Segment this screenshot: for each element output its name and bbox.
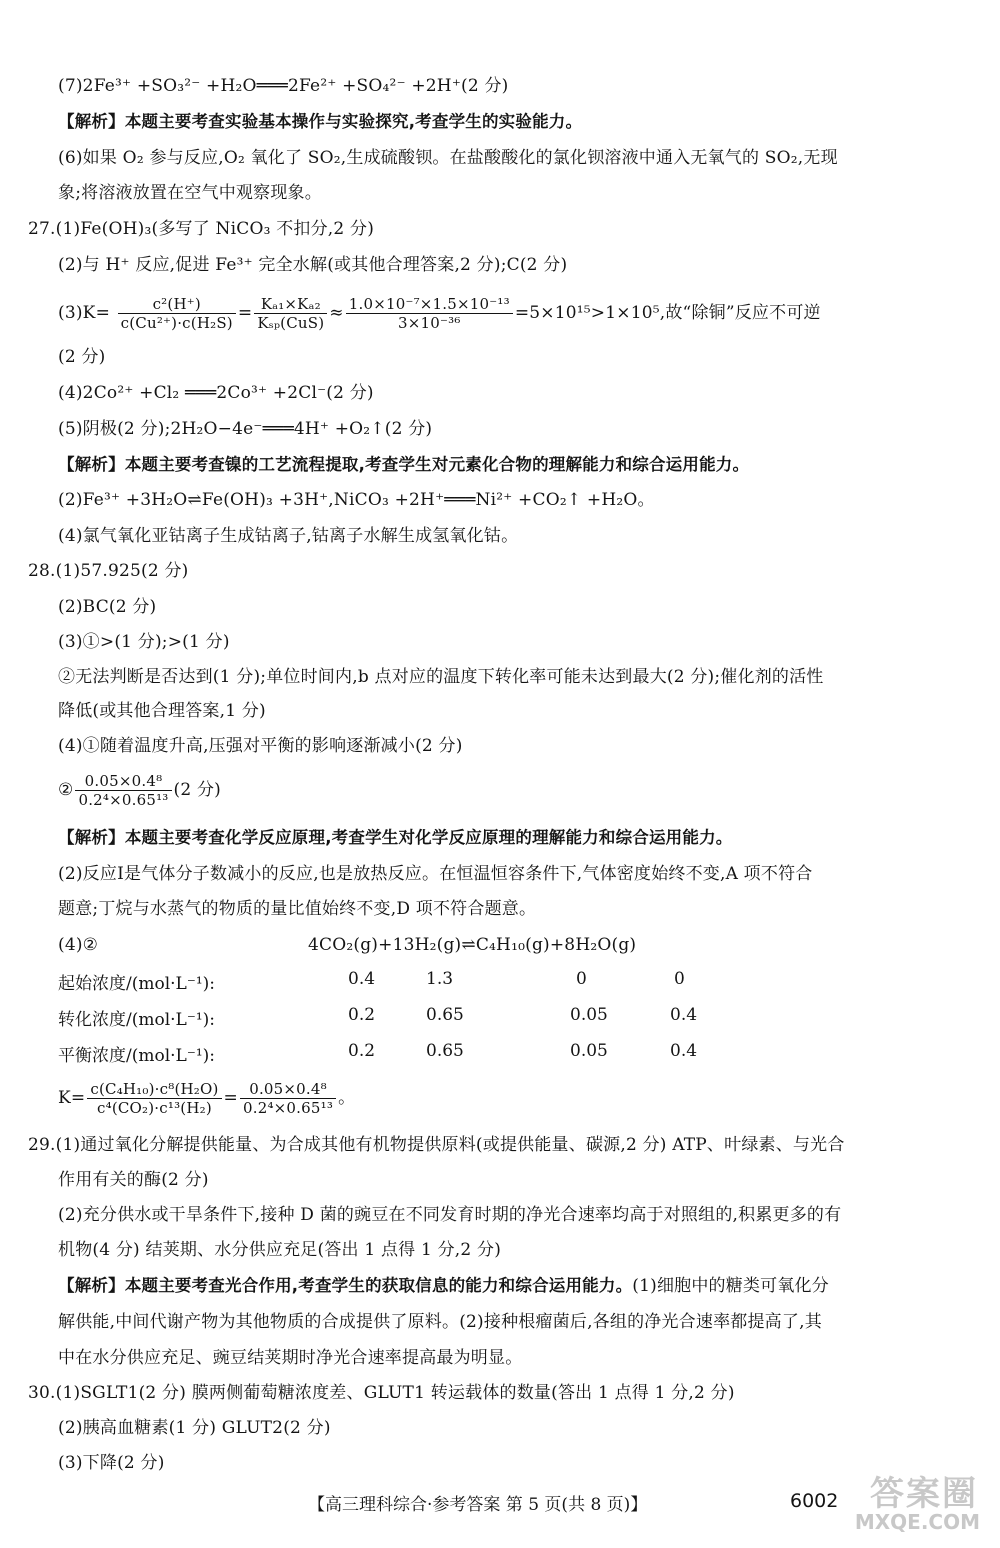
analysis-text: 本题主要考查光合作用,考查学生的获取信息的能力和综合运用能力。 [124, 1276, 633, 1295]
question-28-heading: 28.(1)57.925(2 分) [28, 561, 189, 581]
answer-line: 解供能,中间代谢产物为其他物质的合成提供了原料。(2)接种根瘤菌后,各组的净光合速率都提高了,其 [58, 1312, 822, 1332]
formula-line-K: K= $\frac{\text{c(C₄H₁₀)·c⁸(H₂O)}}{\text{c⁴(CO₂)·c¹³(H₂)}}$ = $\frac{\text{0.05×0.4⁸}}{\text{0.2⁴×0.65¹³}}$ 。 [58, 1080, 356, 1117]
reaction-equation: 4CO₂(g)+13H₂(g)⇌C₄H₁₀(g)+8H₂O(g) [308, 935, 637, 955]
question-27-heading: 27.(1)Fe(OH)₃(多写了 NiCO₃ 不扣分,2 分) [28, 219, 375, 239]
answer-line: (4)①随着温度升高,压强对平衡的影响逐渐减小(2 分) [58, 736, 463, 756]
fraction: $\frac{\text{c²(H⁺)}}{\text{c(Cu²⁺)·c(H₂S)}}$ [118, 295, 236, 332]
answer-line: (2)Fe³⁺ +3H₂O⇌Fe(OH)₃ +3H⁺,NiCO₃ +2H⁺═══Ni²⁺ +CO₂↑ +H₂O。 [58, 490, 655, 510]
fraction: $\frac{\text{1.0×10⁻⁷×1.5×10⁻¹³}}{\text{3×10⁻³⁶}}$ [346, 295, 513, 332]
answer-line: ②无法判断是否达到(1 分);单位时间内,b 点对应的温度下转化率可能未达到最大(2 分);催化剂的活性 [58, 667, 824, 687]
analysis-line: 【解析】本题主要考查光合作用,考查学生的获取信息的能力和综合运用能力。(1)细胞中的糖类可氧化分 [58, 1276, 829, 1296]
footer-code: 6002 [790, 1490, 839, 1512]
answer-line: (4)氯气氧化亚钴离子生成钴离子,钴离子水解生成氢氧化钴。 [58, 526, 519, 546]
watermark-logo [846, 1462, 986, 1542]
answer-line: 象;将溶液放置在空气中观察现象。 [58, 183, 322, 203]
answer-line: (2 分) [58, 347, 106, 367]
formula-suffix: =5×10¹⁵>1×10⁵,故“除铜”反应不可逆 [514, 303, 821, 323]
analysis-tag: 【解析】 [58, 828, 125, 847]
answer-line: 题意;丁烷与水蒸气的物质的量比值始终不变,D 项不符合题意。 [58, 899, 537, 919]
answer-line: 作用有关的酶(2 分) [58, 1170, 209, 1190]
answer-line: (2)充分供水或干旱条件下,接种 D 菌的豌豆在不同发育时期的净光合速率均高于对照组的,积累更多的有 [58, 1205, 842, 1225]
fraction: $\frac{\text{c(C₄H₁₀)·c⁸(H₂O)}}{\text{c⁴(CO₂)·c¹³(H₂)}}$ [87, 1080, 221, 1117]
answer-line: (2)与 H⁺ 反应,促进 Fe³⁺ 完全水解(或其他合理答案,2 分);C(2 分) [58, 255, 568, 275]
answer-line: 中在水分供应充足、豌豆结荚期时净光合速率提高最为明显。 [58, 1348, 523, 1368]
analysis-tag: 【解析】 [58, 112, 125, 131]
footer-page-info: 【高三理科综合·参考答案 第 5 页(共 8 页)】 [308, 1495, 648, 1515]
answer-line: (2)反应Ⅰ是气体分子数减小的反应,也是放热反应。在恒温恒容条件下,气体密度始终不变,A 项不符合 [58, 864, 813, 884]
watermark-text: 答案圈 [870, 1474, 978, 1514]
analysis-line [58, 453, 980, 477]
answer-line: (2)BC(2 分) [58, 597, 157, 617]
answer-line: (6)如果 O₂ 参与反应,O₂ 氧化了 SO₂,生成硫酸钡。在盐酸酸化的氯化钡溶液中通入无氧气的 SO₂,无现 [58, 148, 838, 168]
answer-line: 降低(或其他合理答案,1 分) [58, 701, 266, 721]
answer-line: (3)下降(2 分) [58, 1453, 165, 1473]
answer-line: (7)2Fe³⁺ +SO₃²⁻ +H₂O═══2Fe²⁺ +SO₄²⁻ +2H⁺(2 分) [58, 76, 509, 96]
question-30-heading: 30.(1)SGLT1(2 分) 膜两侧葡萄糖浓度差、GLUT1 转运载体的数量(答出 1 点得 1 分,2 分) [28, 1383, 735, 1403]
answer-line: (5)阴极(2 分);2H₂O−4e⁻═══4H⁺ +O₂↑(2 分) [58, 419, 433, 439]
answer-line: (2)胰高血糖素(1 分) GLUT2(2 分) [58, 1418, 331, 1438]
answer-page: (7)2Fe³⁺ +SO₃²⁻ +H₂O═══2Fe²⁺ +SO₄²⁻ +2H⁺(2 分) 【解析】本题主要考查实验基本操作与实验探究,考查学生的实验能力。 (6)如果 O₂ 参与反应,O₂ 氧化了 SO₂,生成硫酸钡。在盐酸酸化的氯化钡溶液中通入无氧气的 SO₂,无现 象;将溶液放置在空气中观察现象。 27.(1)Fe(OH)₃(多写了 NiCO₃ 不扣分,2 分) (2)与 H⁺ 反应,促进 Fe³⁺ 完全水解(或其他合理答案,2 分);C(2 分) (3)K= $\frac{\text{c²(H⁺)}}{\text{c(Cu²⁺)·c(H₂S)}}$ = $\frac{\text{Kₐ₁×Kₐ₂}}{\text{Kₛₚ(CuS)}}$ ≈ $\frac{\text{1.0×10⁻⁷×1.5×10⁻¹³}}{\text{3×10⁻³⁶}}$ =5×10¹⁵>1×10⁵,故“除铜”反应不可逆 (2 分) (4)2Co²⁺ +Cl₂ ═══2Co³⁺ +2Cl⁻(2 分) (5)阴极(2 分);2H₂O−4e⁻═══4H⁺ +O₂↑(2 分) 【解析】本题主要考查镍的工艺流程提取,考查学生对元素化合物的理解能力和综合运用能力。 (2)Fe³⁺ +3H₂O⇌Fe(OH)₃ +3H⁺,NiCO₃ +2H⁺═══Ni²⁺ +CO₂↑ +H₂O。 (4)氯气氧化亚钴离子生成钴离子,钴离子水解生成氢氧化钴。 28.(1)57.925(2 分) (2)BC(2 分) (3)①>(1 分);>(1 分) ②无法判断是否达到(1 分);单位时间内,b 点对应的温度下转化率可能未达到最大(2 分);催化剂的活性 降低(或其他合理答案,1 分) (4)①随着温度升高,压强对平衡的影响逐渐减小(2 分) ② $\frac{\text{0.05×0.4⁸}}{\text{0.2⁴×0.65¹³}}$ (2 分) 【解析】本题主要考查化学反应原理,考查学生对化学反应原理的理解能力和综合运用能力。 (2)反应Ⅰ是气体分子数减小的反应,也是放热反应。在恒温恒容条件下,气体密度始终不变,A 项不符合 题意;丁烷与水蒸气的物质的量比值始终不变,D 项不符合题意。 (4)② 4CO₂(g)+13H₂(g)⇌C₄H₁₀(g)+8H₂O(g) 起始浓度/(mol·L⁻¹): 0.4 1.3 0 0 转化浓度/(mol·L⁻¹): 0.2 0.65 0.05 0.4 平衡浓度/(mol·L⁻¹): 0.2 0.65 0.05 0.4 K= $\frac{\text{c(C₄H₁₀)·c⁸(H₂O)}}{\text{c⁴(CO₂)·c¹³(H₂)}}$ = $\frac{\text{0.05×0.4⁸}}{\text{0.2⁴×0.65¹³}}$ 。 29.(1)通过氧化分解提供能量、为合成其他有机物提供原料(或提供能量、碳源,2 分) ATP、叶绿素、与光合 作用有关的酶(2 分) (2)充分供水或干旱条件下,接种 D 菌的豌豆在不同发育时期的净光合速率均高于对照组的,积累更多的有 机物(4 分) 结荚期、水分供应充足(答出 1 点得 1 分,2 分) 【解析】本题主要考查光合作用,考查学生的获取信息的能力和综合运用能力。(1)细胞中的糖类可氧化分 解供能,中间代谢产物为其他物质的合成提供了原料。(2)接种根瘤菌后,各组的净光合速率都提高了,其 中在水分供应充足、豌豆结荚期时净光合速率提高最为明显。 30.(1)SGLT1(2 分) 膜两侧葡萄糖浓度差、GLUT1 转运载体的数量(答出 1 点得 1 分,2 分) (2)胰高血糖素(1 分) GLUT2(2 分) (3)下降(2 分) 【高三理科综合·参考答案 第 5 页(共 8 页)】 6002 答案圈 MXQE.COM [0, 0, 1000, 1548]
analysis-line [58, 826, 980, 850]
analysis-text: 本题主要考查实验基本操作与实验探究,考查学生的实验能力。 [124, 112, 583, 131]
formula-line-27-3: (3)K= $\frac{\text{c²(H⁺)}}{\text{c(Cu²⁺)·c(H₂S)}}$ = $\frac{\text{Kₐ₁×Kₐ₂}}{\text{Kₛₚ(CuS)}}$ ≈ $\frac{\text{1.0×10⁻⁷×1.5×10⁻¹³}}{\text{3×10⁻³⁶}}$ =5×10¹⁵>1×10⁵,故“除铜”反应不可逆 [58, 295, 821, 332]
fraction: $\frac{\text{0.05×0.4⁸}}{\text{0.2⁴×0.65¹³}}$ [75, 772, 171, 809]
question-29-heading: 29.(1)通过氧化分解提供能量、为合成其他有机物提供原料(或提供能量、碳源,2 分) ATP、叶绿素、与光合 [28, 1135, 845, 1155]
answer-line: (4)2Co²⁺ +Cl₂ ═══2Co³⁺ +2Cl⁻(2 分) [58, 383, 374, 403]
formula-prefix: (3)K= [58, 303, 111, 323]
analysis-tag: 【解析】 [58, 455, 125, 474]
formula-line-28-4: ② $\frac{\text{0.05×0.4⁸}}{\text{0.2⁴×0.65¹³}}$ (2 分) [58, 772, 221, 809]
answer-line: 机物(4 分) 结荚期、水分供应充足(答出 1 点得 1 分,2 分) [58, 1240, 502, 1260]
analysis-tag: 【解析】 [58, 1276, 125, 1295]
analysis-line [58, 110, 980, 134]
analysis-text: 本题主要考查化学反应原理,考查学生对化学反应原理的理解能力和综合运用能力。 [124, 828, 733, 847]
analysis-text: 本题主要考查镍的工艺流程提取,考查学生对元素化合物的理解能力和综合运用能力。 [124, 455, 750, 474]
watermark-url: MXQE.COM [854, 1510, 980, 1534]
answer-line: (3)①>(1 分);>(1 分) [58, 632, 230, 652]
fraction: $\frac{\text{0.05×0.4⁸}}{\text{0.2⁴×0.65¹³}}$ [240, 1080, 336, 1117]
answer-line: (4)② 4CO₂(g)+13H₂(g)⇌C₄H₁₀(g)+8H₂O(g) [58, 935, 637, 955]
fraction: $\frac{\text{Kₐ₁×Kₐ₂}}{\text{Kₛₚ(CuS)}}$ [254, 295, 327, 332]
